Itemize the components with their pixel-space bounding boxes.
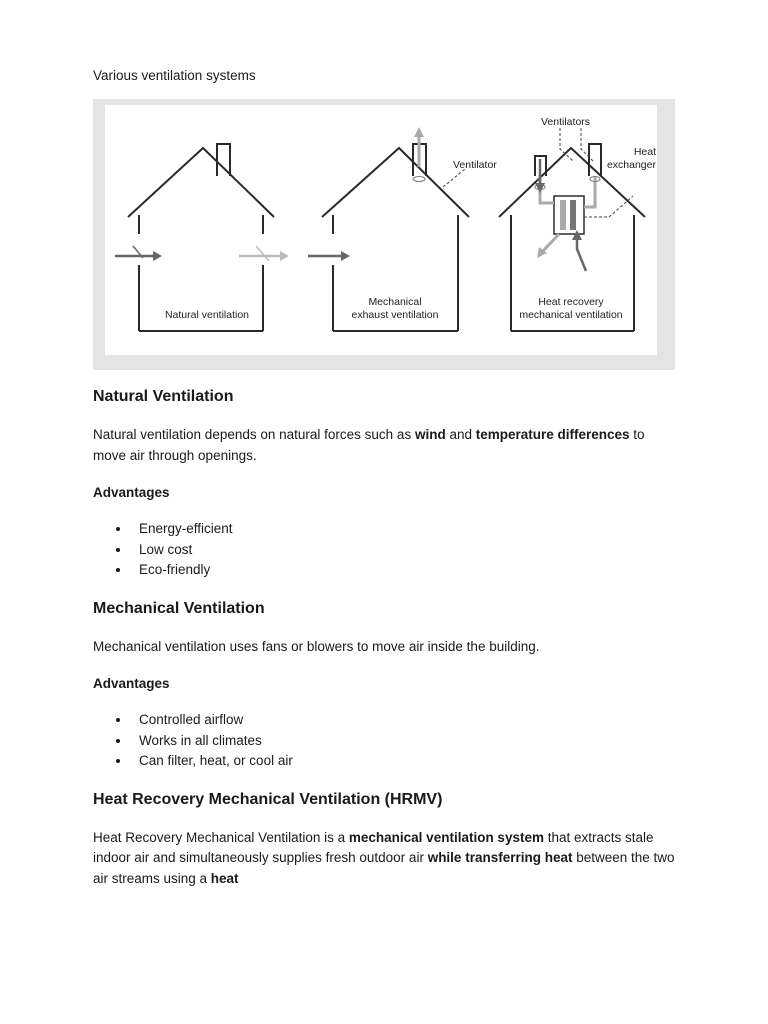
ventilators-label: Ventilators [541,116,591,128]
house-heat-recovery-label-line1: Heat recovery [538,296,604,308]
mechanical-advantages-heading: Advantages [93,676,170,691]
hrmv-heading: Heat Recovery Mechanical Ventilation (HRMV) [93,790,443,808]
heat-exchanger-label-line1: Heat [633,146,656,158]
house-exhaust-airflow [308,127,465,261]
natural-ventilation-paragraph: Natural ventilation depends on natural forces such as wind and temperature differences to move air through openings. [93,427,645,463]
list-item: Controlled airflow [139,710,675,731]
document-page [93,66,675,889]
house-natural [128,144,274,331]
house-natural-label: Natural ventilation [164,309,250,321]
mechanical-ventilation-heading: Mechanical Ventilation [93,599,265,617]
ventilator-label: Ventilator [453,159,497,171]
house-natural-airflow [115,246,289,261]
figure-caption: Various ventilation systems [93,68,256,83]
list-item: Eco-friendly [139,560,675,581]
mechanical-ventilation-paragraph: Mechanical ventilation uses fans or blowers to move air inside the building. [93,638,540,654]
natural-ventilation-heading: Natural Ventilation [93,388,234,405]
house-exhaust-label-line1: Mechanical [368,296,422,308]
hrmv-paragraph: Heat Recovery Mechanical Ventilation is a mechanical ventilation system that extracts stale indoor air and simultaneously supplies fresh outdoor air while transferring heat between the two air streams using a heat [93,829,675,886]
house-heat-recovery-label-line2: mechanical ventilation [519,309,623,321]
list-item: Works in all climates [139,731,675,752]
list-item: Can filter, heat, or cool air [139,751,675,772]
mechanical-advantages-list [93,710,675,772]
natural-advantages-heading: Advantages [93,485,170,500]
natural-advantages-list [93,519,675,581]
heat-exchanger-label-line2: exchanger [606,159,656,171]
list-item: Energy-efficient [139,519,675,540]
list-item: Low cost [139,540,675,561]
house-exhaust-label-line2: exhaust ventilation [351,309,439,321]
ventilation-diagram-svg [93,99,675,370]
ventilation-diagram [93,99,675,370]
